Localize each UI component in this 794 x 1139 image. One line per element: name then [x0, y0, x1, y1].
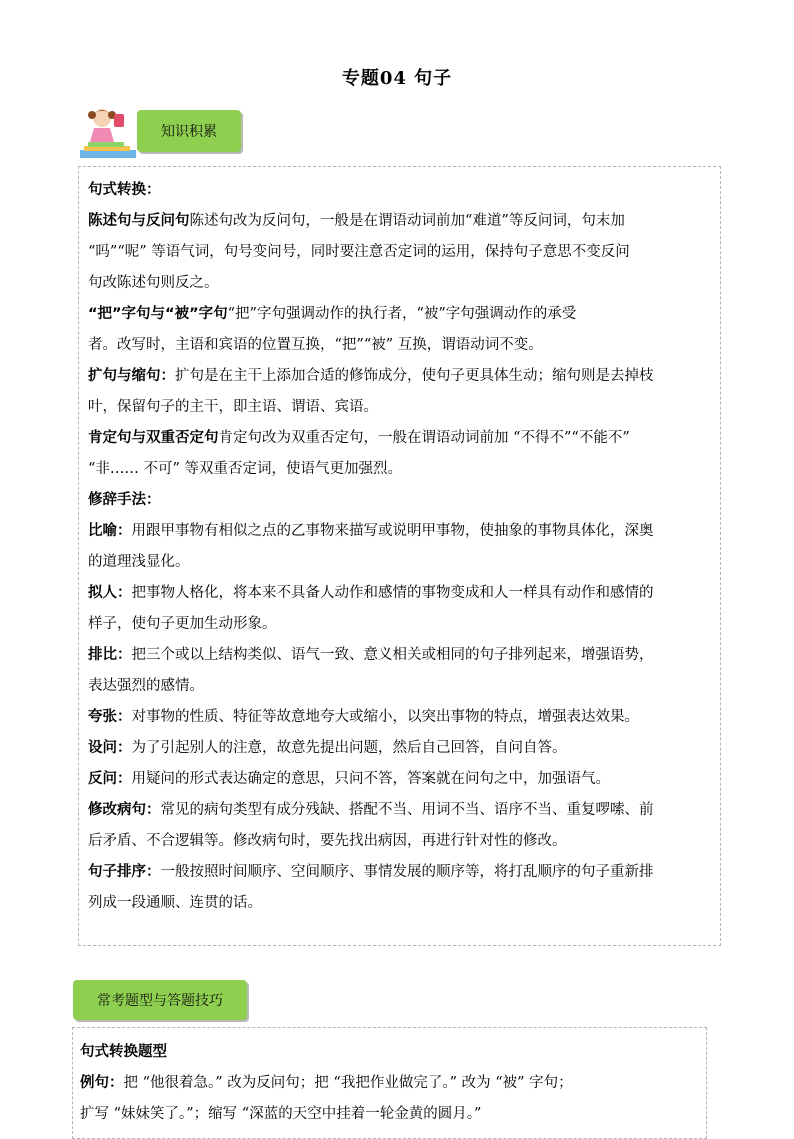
line-heading: 句子排序： [88, 864, 161, 880]
line-text: 列成一段通顺、连贯的话。 [88, 895, 262, 911]
line-heading: 排比： [88, 647, 132, 663]
line-text: “把”字句强调动作的执行者，“被”字句强调动作的承受 [227, 306, 577, 322]
line-text: 叶，保留句子的主干，即主语、谓语、宾语。 [88, 399, 378, 415]
page-title: 专题04 句子 [341, 68, 453, 89]
section-tab-knowledge: 知识积累 [137, 110, 241, 152]
line-text: 用跟甲事物有相似之点的乙事物来描写或说明甲事物，使抽象的事物具体化，深奥 [131, 523, 654, 539]
line-text: 后矛盾、不合逻辑等。修改病句时，要先找出病因，再进行针对性的修改。 [88, 833, 567, 849]
line-text: 把事物人格化，将本来不具备人动作和感情的事物变成和人一样具有动作和感情的 [131, 585, 654, 601]
text-line [88, 299, 716, 330]
line-heading: 修辞手法： [88, 492, 161, 508]
text-line [88, 578, 716, 609]
line-text: 的道理浅显化。 [88, 554, 190, 570]
line-text: “非…… 不可” 等双重否定词，使语气更加强烈。 [88, 461, 403, 477]
line-heading: 设问： [88, 740, 132, 756]
line-text: 陈述句改为反问句，一般是在谓语动词前加“难道”等反问词，句末加 [189, 213, 625, 229]
line-heading: 句式转换： [88, 182, 161, 198]
line-heading: 肯定句与双重否定句 [88, 430, 219, 446]
line-heading: 陈述句与反问句 [88, 213, 190, 229]
text-line [88, 423, 716, 454]
line-heading: 修改病句： [88, 802, 161, 818]
line-text: 为了引起别人的注意，故意先提出问题，然后自己回答，自问自答。 [131, 740, 567, 756]
text-line [88, 609, 716, 640]
text-line [88, 857, 716, 888]
line-text: 肯定句改为双重否定句，一般在谓语动词前加 “不得不”“不能不” [218, 430, 630, 446]
text-line [80, 1099, 700, 1130]
text-line [88, 330, 716, 361]
line-heading: 句式转换题型 [80, 1044, 167, 1060]
text-line [88, 237, 716, 268]
text-line [88, 516, 716, 547]
line-text: 一般按照时间顺序、空间顺序、事情发展的顺序等，将打乱顺序的句子重新排 [160, 864, 654, 880]
text-line [88, 671, 716, 702]
line-text: 把三个或以上结构类似、语气一致、意义相关或相同的句子排列起来，增强语势， [131, 647, 654, 663]
knowledge-content [88, 175, 716, 919]
line-text: 表达强烈的感情。 [88, 678, 204, 694]
text-line [88, 702, 716, 733]
line-heading: 扩句与缩句： [88, 368, 175, 384]
line-heading: 夸张： [88, 709, 132, 725]
text-line [88, 733, 716, 764]
line-text: 常见的病句类型有成分残缺、搭配不当、用词不当、语序不当、重复啰嗦、前 [160, 802, 654, 818]
line-heading: 例句： [80, 1075, 124, 1091]
line-text: 句改陈述句则反之。 [88, 275, 219, 291]
line-text: 者。改写时，主语和宾语的位置互换，“把”“被” 互换，谓语动词不变。 [88, 337, 543, 353]
line-text: 扩句是在主干上添加合适的修饰成分，使句子更具体生动；缩句则是去掉枝 [175, 368, 654, 384]
text-line [88, 392, 716, 423]
text-line [80, 1068, 700, 1099]
text-line [88, 547, 716, 578]
line-heading: 反问： [88, 771, 132, 787]
line-heading: “把”字句与“被”字句 [88, 306, 228, 322]
text-line [88, 888, 716, 919]
text-line [88, 175, 716, 206]
text-line [88, 206, 716, 237]
text-line [88, 268, 716, 299]
line-text: 样子，使句子更加生动形象。 [88, 616, 277, 632]
text-line [88, 640, 716, 671]
line-text: 用疑问的形式表达确定的意思，只问不答，答案就在问句之中，加强语气。 [131, 771, 610, 787]
line-text: 把 “他很着急。” 改为反问句；把 “我把作业做完了。” 改为 “被” 字句； [123, 1075, 573, 1091]
text-line [88, 795, 716, 826]
line-text: 对事物的性质、特征等故意地夸大或缩小，以突出事物的特点，增强表达效果。 [131, 709, 639, 725]
girl-reading-icon [78, 104, 138, 160]
text-line [88, 361, 716, 392]
text-line [88, 485, 716, 516]
text-line [88, 826, 716, 857]
text-line [88, 764, 716, 795]
text-line [88, 454, 716, 485]
text-line [80, 1037, 700, 1068]
section-tab-question-types: 常考题型与答题技巧 [73, 980, 247, 1020]
line-heading: 比喻： [88, 523, 132, 539]
line-text: 扩写 “妹妹笑了。”；缩写 “深蓝的天空中挂着一轮金黄的圆月。” [80, 1106, 482, 1122]
line-text: “吗”“呢” 等语气词，句号变问号，同时要注意否定词的运用，保持句子意思不变反问 [88, 244, 630, 260]
line-heading: 拟人： [88, 585, 132, 601]
question-types-content [80, 1037, 700, 1130]
